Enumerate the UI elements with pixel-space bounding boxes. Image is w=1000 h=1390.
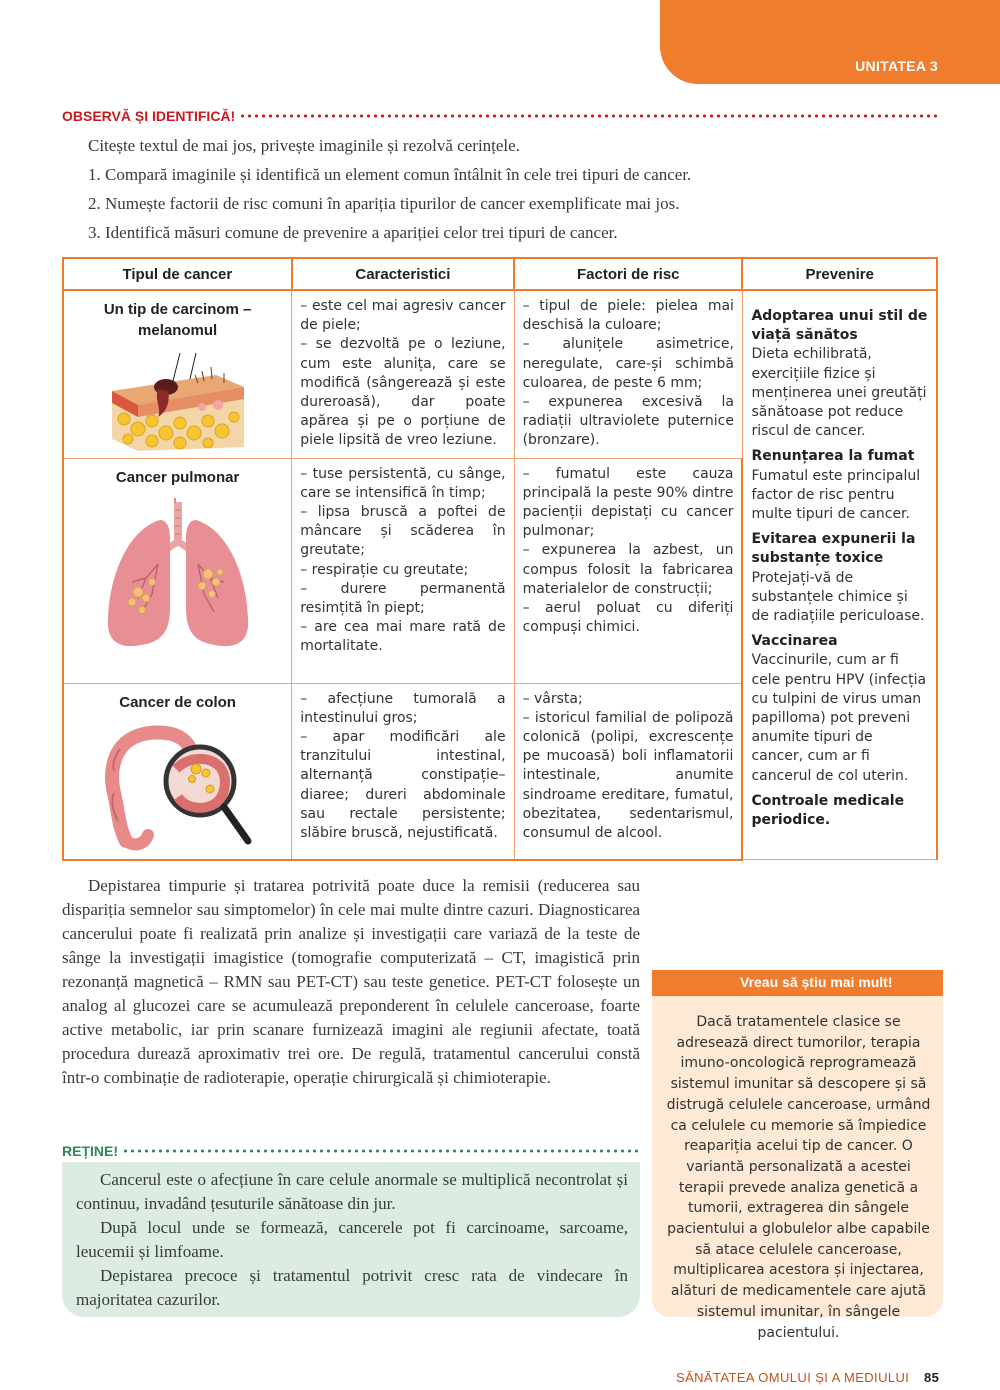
- task-list: [88, 131, 888, 247]
- skin-layers-illustration: [108, 347, 248, 451]
- observe-heading: [62, 108, 940, 124]
- more-info-heading: Vreau să știu mai mult!: [652, 970, 943, 996]
- retine-heading-text: REȚINE!: [62, 1143, 118, 1159]
- body-paragraph: Depistarea timpurie și tratarea potrivită poate duce la remisii (reducerea sau dispariția semnelor sau simptomelor) în cele mai multe dintre cazuri. Diagnosticarea cancerului poate fi realizată prin analize și investigații care variază de la teste de sânge la investigații imagistice (tomografie computerizată – CT, imagistică prin rezonanță magnetică – RMN sau PET-CT) sau teste genetice. PET-CT folosește un analog al glucozei care se acumulează preponderent în celulele canceroase, foarte active metabolic, iar prin scanare furnizează imagini ale regiunii afectate, toată procedura durează aproximativ trei ore. De regulă, tratamentul cancerului constă într-o combinație de radioterapie, operație chirurgicală și chimioterapie.: [62, 876, 640, 1087]
- column-header: Tipul de cancer: [63, 258, 292, 290]
- unit-tab: [660, 0, 1000, 84]
- prevention-title: Adoptarea unui stil de viață sănătos: [751, 308, 928, 344]
- prevention-title: Renunțarea la fumat: [751, 448, 915, 465]
- task-item: 1. Compară imaginile și identifică un element comun întâlnit în cele trei tipuri de cancer.: [88, 165, 692, 184]
- retine-box: [62, 1162, 640, 1317]
- prevention-text: Fumatul este principalul factor de risc pentru multe tipuri de cancer.: [751, 467, 921, 523]
- retine-paragraph: Depistarea precoce și tratamentul potrivit cresc rata de vindecare în majoritatea cazurilor.: [76, 1266, 628, 1309]
- task-intro: Citește textul de mai jos, privește imaginile și rezolvă cerințele.: [88, 136, 520, 155]
- retine-heading: [62, 1143, 642, 1159]
- lungs-illustration: [102, 498, 254, 658]
- column-header: Factori de risc: [514, 258, 742, 290]
- type-cell: [63, 458, 292, 683]
- cancer-type-name: Cancer de colon: [119, 693, 236, 711]
- prevention-title: Evitarea expunerii la substanțe toxice: [751, 531, 916, 567]
- table-header-row: [63, 258, 937, 290]
- characteristics-cell: – tuse persistentă, cu sânge, care se intensifică în timp; – lipsa bruscă a poftei de mâncare și scăderea în greutate; – respirație cu greutate; – durere permanentă resimțită în piept; – are cea mai mare rată de mortalitate.: [292, 458, 514, 683]
- cancer-table: [62, 257, 938, 861]
- prevention-cell: [742, 290, 937, 860]
- observe-heading-text: OBSERVĂ ȘI IDENTIFICĂ!: [62, 108, 236, 124]
- risk-cell: – vârsta; – istoricul familial de polipoză colonică (polipi, excrescențe pe mucoasă) boli inflamatorii intestinale, anumite sindroame ereditare, fumatul, obezitatea, sedentarismul, consumul de alcool.: [514, 683, 742, 860]
- risk-cell: – fumatul este cauza principală la peste 90% dintre pacienții depistați cu cancer pulmonar; – expunerea la azbest, un compus folosit la fabricarea materialelor de construcții; – aerul poluat cu diferiți compuși chimici.: [514, 458, 742, 683]
- prevention-title: Controale medicale periodice.: [751, 792, 905, 829]
- cancer-type-name: Cancer pulmonar: [115, 468, 240, 486]
- unit-label: UNITATEA 3: [855, 58, 938, 74]
- prevention-title: Vaccinarea: [751, 633, 838, 650]
- characteristics-cell: – afecțiune tumorală a intestinului gros; – apar modificări ale tranzitului intestinal, alternanță constipație–diaree; dureri abdominale sau rectale persistente; slăbire bruscă, nejustificată.: [292, 683, 514, 860]
- task-item: 2. Numește factorii de risc comuni în apariția tipurilor de cancer exemplificate mai jos.: [88, 194, 680, 213]
- risk-cell: – tipul de piele: pielea mai deschisă la culoare; – alunițele asimetrice, neregulate, care-și schimbă culoarea, de peste 6 mm; – expunerea excesivă la radiații ultraviolete puternice (bronzare).: [514, 290, 742, 458]
- heading-dots: [122, 1149, 642, 1153]
- table-row: [63, 290, 937, 458]
- more-info-text: Dacă tratamentele clasice se adresează direct tumorilor, terapia imuno-oncologică reprogramează sistemul imunitar să descopere și să distrugă celulele canceroase, urmând ca celulele cu memorie să împiedice reapariția acelui tip de cancer. O variantă personalizată a acestei terapii prevede analiza genetică a tumorii, extragerea din sângele pacientului a globulelor albe capabile să atace celulele canceroase, multiplicarea acestora și injectarea, alături de medicamentele care ajută sistemul imunitar, în sângele pacientului.: [666, 1014, 931, 1341]
- footer-title: SĂNĂTATEA OMULUI ȘI A MEDIULUI: [676, 1370, 910, 1385]
- more-info-box: [652, 970, 943, 1341]
- type-cell: [63, 683, 292, 860]
- prevention-text: Dieta echilibrată, exercițiile fizice și menținerea unei greutăți sănătoase pot reduce riscul de cancer.: [751, 346, 927, 440]
- heading-dots: [239, 114, 940, 118]
- type-cell: [63, 290, 292, 458]
- task-item: 3. Identifică măsuri comune de prevenire a apariției celor trei tipuri de cancer.: [88, 223, 618, 242]
- prevention-text: Vaccinurile, cum ar fi cele pentru HPV (infecția cu tulpini de virus uman papilloma) pot preveni anumite tipuri de cancer, cum ar fi cancerul de col uterin.: [751, 652, 927, 784]
- retine-paragraph: Cancerul este o afecțiune în care celule anormale se multiplică necontrolat și continuu, invadând țesuturile sănătoase din jur.: [76, 1170, 628, 1213]
- characteristics-cell: – este cel mai agresiv cancer de piele; – se dezvoltă pe o leziune, cum este alunița, care se modifică (sângerează și este dureroasă), dar poate apărea și pe o porțiune de piele lipsită de vreo leziune.: [292, 290, 514, 458]
- colon-illustration: [96, 717, 260, 853]
- retine-paragraph: După locul unde se formează, cancerele pot fi carcinoame, sarcoame, leucemii și limfoame.: [76, 1218, 628, 1261]
- column-header: Caracteristici: [292, 258, 514, 290]
- page-number: 85: [924, 1370, 940, 1385]
- cancer-type-name: Un tip de carcinom – melanomul: [103, 301, 252, 339]
- column-header: Prevenire: [742, 258, 937, 290]
- prevention-text: Protejați-vă de substanțele chimice și de radiațiile periculoase.: [751, 569, 925, 625]
